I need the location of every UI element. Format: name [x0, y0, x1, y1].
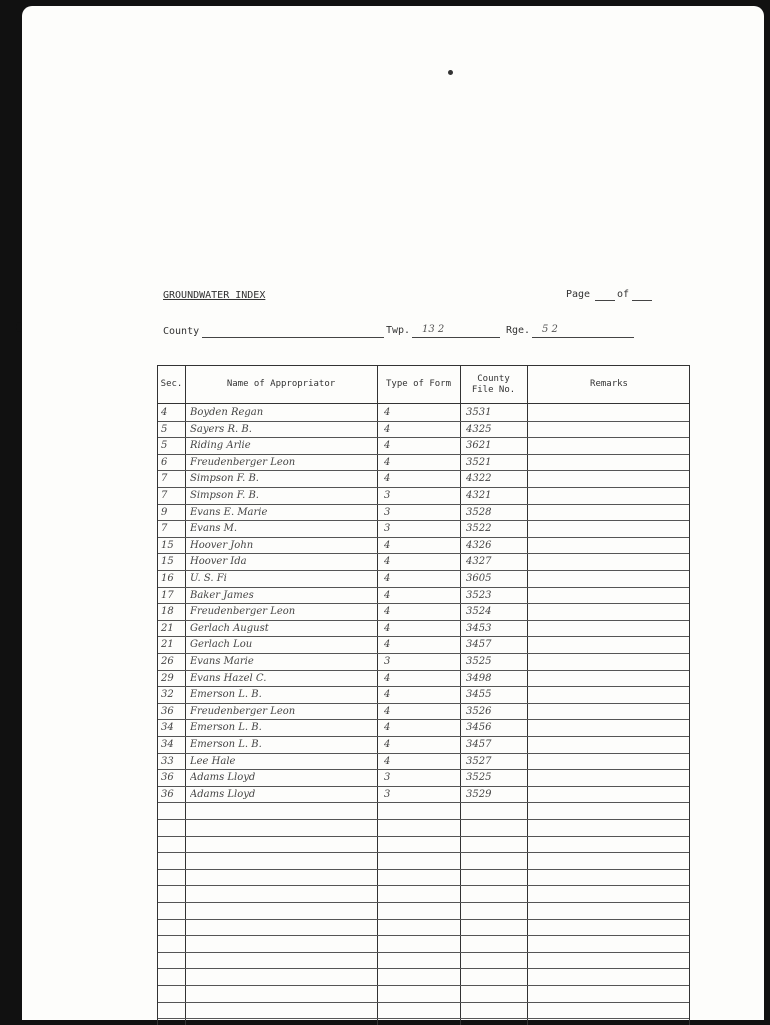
cell-remarks [532, 670, 688, 686]
cell-remarks [532, 902, 688, 918]
cell-remarks [532, 487, 688, 503]
cell-sec: 7 [161, 473, 168, 485]
cell-name [190, 869, 374, 885]
cell-sec: 21 [161, 622, 174, 634]
cell-sec [161, 952, 183, 968]
cell-remarks [532, 919, 688, 935]
cell-file: 3498 [466, 672, 492, 684]
cell-name: Simpson F. B. [190, 473, 259, 485]
table-row [158, 985, 689, 1003]
cell-form: 4 [384, 423, 391, 435]
cell-sec: 32 [161, 689, 174, 701]
table-row [158, 836, 689, 854]
cell-file: 4322 [466, 473, 492, 485]
cell-remarks [532, 802, 688, 818]
cell-name: Simpson F. B. [190, 490, 259, 501]
cell-name [190, 935, 374, 951]
twp-line [412, 337, 500, 338]
cell-file [466, 968, 524, 984]
table-row [158, 885, 689, 903]
cell-remarks [532, 852, 688, 868]
cell-name: Hoover Ida [190, 556, 247, 568]
table-row [158, 786, 689, 804]
cell-remarks [532, 719, 688, 735]
cell-name: Freudenberger Leon [190, 606, 296, 618]
table-row [158, 504, 689, 522]
cell-form: 4 [384, 606, 391, 618]
cell-name: Adams Lloyd [190, 788, 256, 800]
cell-sec: 36 [161, 705, 174, 717]
cell-name: Evans M. [190, 523, 238, 535]
twp-label: Twp. [386, 325, 411, 336]
cell-remarks [532, 1002, 688, 1018]
cell-sec: 21 [161, 639, 174, 651]
cell-sec: 15 [161, 556, 174, 568]
cell-remarks [532, 819, 688, 835]
cell-sec [161, 919, 183, 935]
cell-remarks [532, 703, 688, 719]
cell-file: 3528 [466, 506, 492, 518]
cell-sec [161, 869, 183, 885]
rge-value: 5 2 [542, 324, 558, 335]
cell-form: 3 [384, 506, 391, 518]
cell-form: 4 [384, 622, 391, 634]
cell-name [190, 985, 374, 1001]
cell-remarks [532, 537, 688, 553]
rge-line [532, 337, 634, 338]
cell-remarks [532, 504, 688, 520]
cell-sec [161, 1002, 183, 1018]
table-row [158, 869, 689, 887]
cell-file [466, 819, 524, 835]
page-of-label: of [617, 289, 630, 300]
table-row [158, 819, 689, 837]
table-row [158, 653, 689, 671]
cell-remarks [532, 753, 688, 769]
cell-form: 4 [384, 440, 391, 452]
cell-remarks [532, 603, 688, 619]
cell-name [190, 836, 374, 852]
cell-remarks [532, 869, 688, 885]
cell-sec [161, 802, 183, 818]
cell-remarks [532, 454, 688, 470]
cell-file: 3524 [466, 606, 492, 618]
cell-remarks [532, 570, 688, 586]
cell-file: 3531 [466, 407, 492, 418]
cell-name: Emerson L. B. [190, 722, 262, 734]
cell-file: 4326 [466, 539, 492, 551]
table-row [158, 636, 689, 654]
cell-form: 4 [384, 556, 391, 568]
cell-form: 4 [384, 473, 391, 485]
cell-name: Hoover John [190, 539, 254, 551]
cell-file [466, 985, 524, 1001]
cell-name: Evans Marie [190, 656, 254, 667]
table-row [158, 537, 689, 555]
cell-remarks [532, 736, 688, 752]
table-row [158, 670, 689, 688]
cell-name [190, 819, 374, 835]
cell-name: Boyden Regan [190, 407, 264, 418]
cell-sec: 18 [161, 606, 174, 618]
cell-file [466, 902, 524, 918]
cell-file: 3457 [466, 739, 492, 750]
cell-name: Freudenberger Leon [190, 705, 296, 717]
cell-file: 3525 [466, 656, 492, 667]
cell-form: 4 [384, 689, 391, 701]
cell-remarks [532, 885, 688, 901]
table-row [158, 520, 689, 538]
cell-form: 3 [384, 788, 391, 800]
cell-sec: 36 [161, 788, 174, 800]
cell-file: 3529 [466, 788, 492, 800]
cell-form: 3 [384, 523, 391, 535]
cell-form [384, 885, 456, 901]
table-row [158, 703, 689, 721]
cell-form: 4 [384, 589, 391, 601]
cell-form: 4 [384, 705, 391, 717]
cell-form: 4 [384, 739, 391, 750]
cell-form: 4 [384, 456, 391, 468]
table-row [158, 968, 689, 986]
page-number-label [566, 289, 590, 300]
cell-sec: 34 [161, 722, 174, 734]
cell-form [384, 852, 456, 868]
cell-form: 4 [384, 539, 391, 551]
cell-form: 4 [384, 722, 391, 734]
cell-remarks [532, 437, 688, 453]
cell-file: 3455 [466, 689, 492, 701]
table-row [158, 686, 689, 704]
cell-form: 4 [384, 755, 391, 767]
cell-file: 3621 [466, 440, 492, 452]
table-row [158, 736, 689, 754]
cell-sec: 16 [161, 573, 174, 584]
cell-form [384, 819, 456, 835]
cell-name: Lee Hale [190, 755, 236, 767]
cell-remarks [532, 952, 688, 968]
page-title: GROUNDWATER INDEX [163, 290, 266, 301]
cell-sec [161, 852, 183, 868]
cell-sec: 5 [161, 440, 168, 452]
cell-form [384, 985, 456, 1001]
cell-file [466, 1002, 524, 1018]
column-header-county-file-no: County File No. [471, 373, 516, 395]
cell-file: 3523 [466, 589, 492, 601]
cell-name: U. S. Fi [190, 573, 227, 584]
table-row [158, 404, 689, 422]
cell-file: 3526 [466, 705, 492, 717]
cell-form: 4 [384, 407, 391, 418]
cell-file: 3457 [466, 639, 492, 651]
cell-form [384, 802, 456, 818]
cell-remarks [532, 587, 688, 603]
cell-form: 3 [384, 772, 391, 784]
cell-name: Sayers R. B. [190, 423, 252, 435]
page-total-line [632, 300, 652, 301]
table-row [158, 553, 689, 571]
table-row [158, 753, 689, 771]
cell-file: 3605 [466, 573, 492, 584]
table-row [158, 802, 689, 820]
table-row [158, 570, 689, 588]
table-row [158, 769, 689, 787]
cell-form: 4 [384, 573, 391, 584]
cell-name: Riding Arlie [190, 440, 251, 452]
cell-name: Emerson L. B. [190, 689, 262, 701]
county-line [202, 337, 384, 338]
cell-name [190, 919, 374, 935]
cell-remarks [532, 470, 688, 486]
table-row [158, 919, 689, 937]
column-header-type-of-form: Type of Form [385, 379, 452, 389]
cell-name: Adams Lloyd [190, 772, 256, 784]
cell-sec: 9 [161, 506, 168, 518]
cell-file: 3456 [466, 722, 492, 734]
cell-sec [161, 902, 183, 918]
column-header-name: Name of Appropriator [226, 379, 336, 389]
cell-form: 3 [384, 490, 391, 501]
cell-file [466, 802, 524, 818]
cell-sec: 6 [161, 456, 168, 468]
cell-name [190, 1002, 374, 1018]
cell-file: 3453 [466, 622, 492, 634]
cell-form [384, 869, 456, 885]
document-page [22, 6, 764, 1020]
cell-name: Evans Hazel C. [190, 672, 267, 684]
groundwater-index-table [157, 365, 690, 1025]
cell-form [384, 836, 456, 852]
table-row [158, 1002, 689, 1020]
cell-file: 3527 [466, 755, 492, 767]
table-row [158, 470, 689, 488]
cell-file: 4327 [466, 556, 492, 568]
cell-file [466, 935, 524, 951]
cell-file: 4321 [466, 490, 492, 501]
cell-sec: 15 [161, 539, 174, 551]
cell-file [466, 836, 524, 852]
cell-sec [161, 819, 183, 835]
cell-sec: 7 [161, 490, 168, 501]
cell-remarks [532, 553, 688, 569]
cell-form: 4 [384, 672, 391, 684]
table-row [158, 603, 689, 621]
cell-remarks [532, 620, 688, 636]
cell-sec [161, 935, 183, 951]
table-row [158, 454, 689, 472]
cell-remarks [532, 404, 688, 420]
table-row [158, 902, 689, 920]
page-number-line [595, 300, 615, 301]
cell-form [384, 919, 456, 935]
cell-file [466, 852, 524, 868]
table-row [158, 852, 689, 870]
table-row [158, 487, 689, 505]
cell-name: Emerson L. B. [190, 739, 262, 750]
cell-name: Gerlach August [190, 622, 269, 634]
scan-speck [448, 70, 453, 75]
scan-mark-left [16, 322, 22, 332]
cell-form [384, 1002, 456, 1018]
table-row [158, 935, 689, 953]
cell-sec [161, 836, 183, 852]
table-row [158, 952, 689, 970]
cell-sec: 5 [161, 423, 168, 435]
cell-sec: 4 [161, 407, 168, 418]
cell-name [190, 968, 374, 984]
cell-sec: 29 [161, 672, 174, 684]
cell-form [384, 968, 456, 984]
cell-form [384, 902, 456, 918]
rge-label: Rge. [506, 325, 531, 336]
table-row [158, 719, 689, 737]
county-label: County [163, 326, 200, 337]
cell-name [190, 852, 374, 868]
cell-name [190, 902, 374, 918]
cell-remarks [532, 786, 688, 802]
column-header-sec: Sec. [160, 379, 183, 389]
cell-name [190, 802, 374, 818]
cell-sec: 33 [161, 755, 174, 767]
cell-file: 4325 [466, 423, 492, 435]
page-label: Page [566, 289, 591, 300]
cell-remarks [532, 836, 688, 852]
table-row [158, 620, 689, 638]
cell-name: Freudenberger Leon [190, 456, 296, 468]
cell-name: Baker James [190, 589, 254, 601]
cell-sec [161, 885, 183, 901]
cell-file [466, 952, 524, 968]
cell-file [466, 919, 524, 935]
cell-file: 3525 [466, 772, 492, 784]
cell-sec: 26 [161, 656, 174, 667]
cell-sec: 34 [161, 739, 174, 750]
twp-value: 13 2 [422, 324, 445, 335]
cell-file: 3522 [466, 523, 492, 535]
cell-remarks [532, 935, 688, 951]
cell-name [190, 952, 374, 968]
cell-sec: 7 [161, 523, 168, 535]
cell-sec [161, 968, 183, 984]
column-header-remarks: Remarks [590, 379, 628, 389]
cell-name: Evans E. Marie [190, 506, 268, 518]
cell-name [190, 885, 374, 901]
cell-sec [161, 985, 183, 1001]
cell-file: 3521 [466, 456, 492, 468]
table-row [158, 421, 689, 439]
cell-remarks [532, 968, 688, 984]
cell-remarks [532, 985, 688, 1001]
cell-remarks [532, 769, 688, 785]
cell-form: 3 [384, 656, 391, 667]
cell-remarks [532, 653, 688, 669]
cell-sec: 36 [161, 772, 174, 784]
table-row [158, 437, 689, 455]
cell-sec: 17 [161, 589, 174, 601]
table-row [158, 587, 689, 605]
cell-name: Gerlach Lou [190, 639, 253, 651]
cell-remarks [532, 421, 688, 437]
cell-remarks [532, 520, 688, 536]
cell-file [466, 869, 524, 885]
cell-form [384, 935, 456, 951]
cell-remarks [532, 686, 688, 702]
cell-form [384, 952, 456, 968]
cell-form: 4 [384, 639, 391, 651]
cell-file [466, 885, 524, 901]
cell-remarks [532, 636, 688, 652]
